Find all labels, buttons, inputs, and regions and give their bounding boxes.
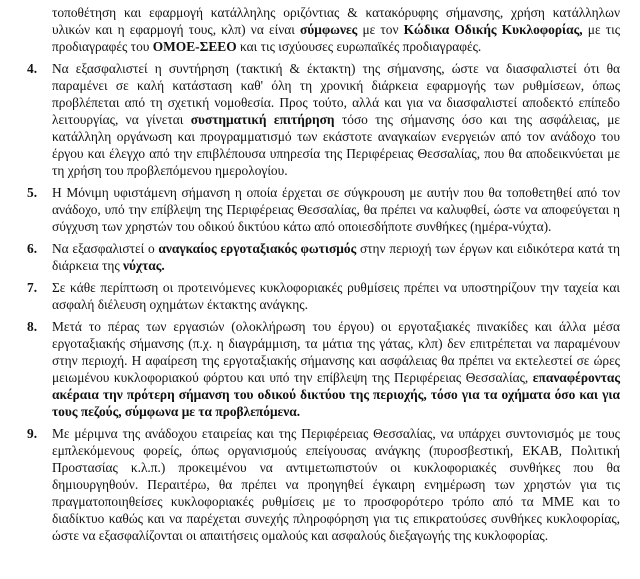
text-run: Να εξασφαλιστεί η συντήρηση (τακτική & έκτακτη) της σήμανσης, ώστε να διασφαλιστεί ότι θα παραμένει σε καλή κατάσταση καθ' όλη τη χρονική διάρκεια εφαρμογής των ρυθμίσεων, όπως προβλέπεται από τη σχετική νομοθεσία. Προς τούτο, αλλά και για να διασφαλιστεί αποδεκτό επίπεδο λειτουργίας, να γίνεται [52, 61, 620, 127]
paragraph-text [52, 5, 620, 54]
paragraph-text [52, 426, 620, 543]
paragraph [27, 240, 620, 274]
paragraph-text [52, 61, 620, 178]
text-run: τοποθέτηση και εφαρμογή κατάλληλης οριζόντιας & κατακόρυφης σήμανσης, χρήση κατάλληλων υλικών και η εφαρμογή τους, κλπ) να είναι [52, 5, 620, 37]
text-run: στην περιοχή των έργων και ειδικότερα κατά τη διάρκεια της [52, 241, 620, 273]
bold-text-run: επαναφέροντας ακέραια την πρότερη σήμανση του οδικού δικτύου της περιοχής, τόσο για τα οχήματα όσο και για τους πεζούς, σύμφωνα με τα προβλεπόμενα. [52, 370, 620, 419]
paragraph-number: 8. [27, 319, 38, 334]
bold-text-run: σύμφωνες [300, 22, 358, 37]
text-run: Να εξασφαλιστεί ο [52, 241, 159, 256]
text-run: με τις προδιαγραφές του [52, 22, 620, 54]
text-run: και τις ισχύουσες ευρωπαϊκές προδιαγραφές. [236, 39, 482, 54]
bold-text-run: ΟΜΟΕ-ΣΕΕΟ [152, 39, 237, 54]
text-run: Μετά το πέρας των εργασιών (ολοκλήρωση του έργου) οι εργοταξιακές πινακίδες και άλλα μέσα εργοταξιακής σήμανσης (π.χ. η διαγράμμιση, τα μάτια της γάτας, κλπ) δεν επιτρέπεται να παραμένουν στην περιοχή. Η αφαίρεση της εργοταξιακής σήμανσης και ασφάλειας θα πρέπει να εκτελεστεί σε ώρες μειωμένου κυκλοφοριακού φόρτου και υπό την επίβλεψη της Περιφέρειας Θεσσαλίας, [52, 319, 620, 385]
paragraph-number: 5. [27, 185, 38, 200]
paragraph-number: 6. [27, 241, 38, 256]
text-run: Η Μόνιμη υφιστάμενη σήμανση η οποία έρχεται σε σύγκρουση με αυτήν που θα τοποθετηθεί από τον ανάδοχο, υπό την επίβλεψη της Περιφέρειας Θεσσαλίας, θα πρέπει να καλυφθεί, ώστε να αποφεύγεται η σύγχυση των χρηστών του οδικού δικτύου κάτω από οποιεσδήποτε συνθήκες (ημέρα-νύχτα). [52, 185, 620, 234]
bold-text-run: Κώδικα Οδικής Κυκλοφορίας, [403, 22, 583, 37]
text-run: Σε κάθε περίπτωση οι προτεινόμενες κυκλοφοριακές ρυθμίσεις πρέπει να υποστηρίζουν την ταχεία και ασφαλή διέλευση οχημάτων έκτακτης ανάγκης. [52, 280, 620, 312]
bold-text-run: νύχτας. [122, 258, 165, 273]
paragraph [27, 318, 620, 420]
paragraph [27, 184, 620, 235]
paragraph-text [52, 241, 620, 273]
paragraph-number: 9. [27, 426, 38, 441]
paragraph [27, 60, 620, 179]
text-run: Με μέριμνα της ανάδοχου εταιρείας και της Περιφέρειας Θεσσαλίας, να υπάρχει συντονισμός με τους εμπλεκόμενους φορείς, όπως οργανισμούς επείγουσας ανάγκης (πυροσβεστική, ΕΚΑΒ, Πολιτική Προστασίας κ.λ.π.) προκειμένου να αντιμετωπιστούν οι κυκλοφοριακές συνθήκες που θα δημιουργηθούν. Περαιτέρω, θα πρέπει να προηγηθεί έγκαιρη ενημέρωση των χρηστών για τις πραγματοποιηθείσες κυκλοφοριακές ρυθμίσεις με το προσφορότερο τρόπο από τα ΜΜΕ και το διαδίκτυο καθώς και να παρέχεται συνεχής πληροφόρηση για τις επικρατούσες συνθήκες κυκλοφορίας, ώστε να εξασφαλίζονται οι απαιτήσεις ομαλούς και ασφαλούς διεξαγωγής της κυκλοφορίας. [52, 426, 620, 543]
bold-text-run: αναγκαίος εργοταξιακός φωτισμός [158, 241, 357, 256]
text-run: με τον [357, 22, 404, 37]
paragraph-text [52, 280, 620, 312]
paragraph-list [27, 4, 620, 544]
paragraph-text [52, 319, 620, 419]
paragraph-number: 4. [27, 61, 38, 76]
paragraph [52, 4, 620, 55]
paragraph-number: 7. [27, 280, 38, 295]
paragraph [27, 279, 620, 313]
bold-text-run: συστηματική επιτήρηση [190, 112, 335, 127]
text-run: τόσο της σήμανσης όσο και της ασφάλειας, με κατάλληλη οργάνωση και προγραμματισμό των εκάστοτε αναγκαίων ενεργειών από τον ανάδοχο του έργου και έλεγχο από την επιβλέπουσα υπηρεσία της Περιφέρειας Θεσσαλίας, που θα αποδεικνύεται με τη χρήση του προβλεπόμενου ημερολογίου. [52, 112, 620, 178]
paragraph [27, 425, 620, 544]
paragraph-text [52, 185, 620, 234]
